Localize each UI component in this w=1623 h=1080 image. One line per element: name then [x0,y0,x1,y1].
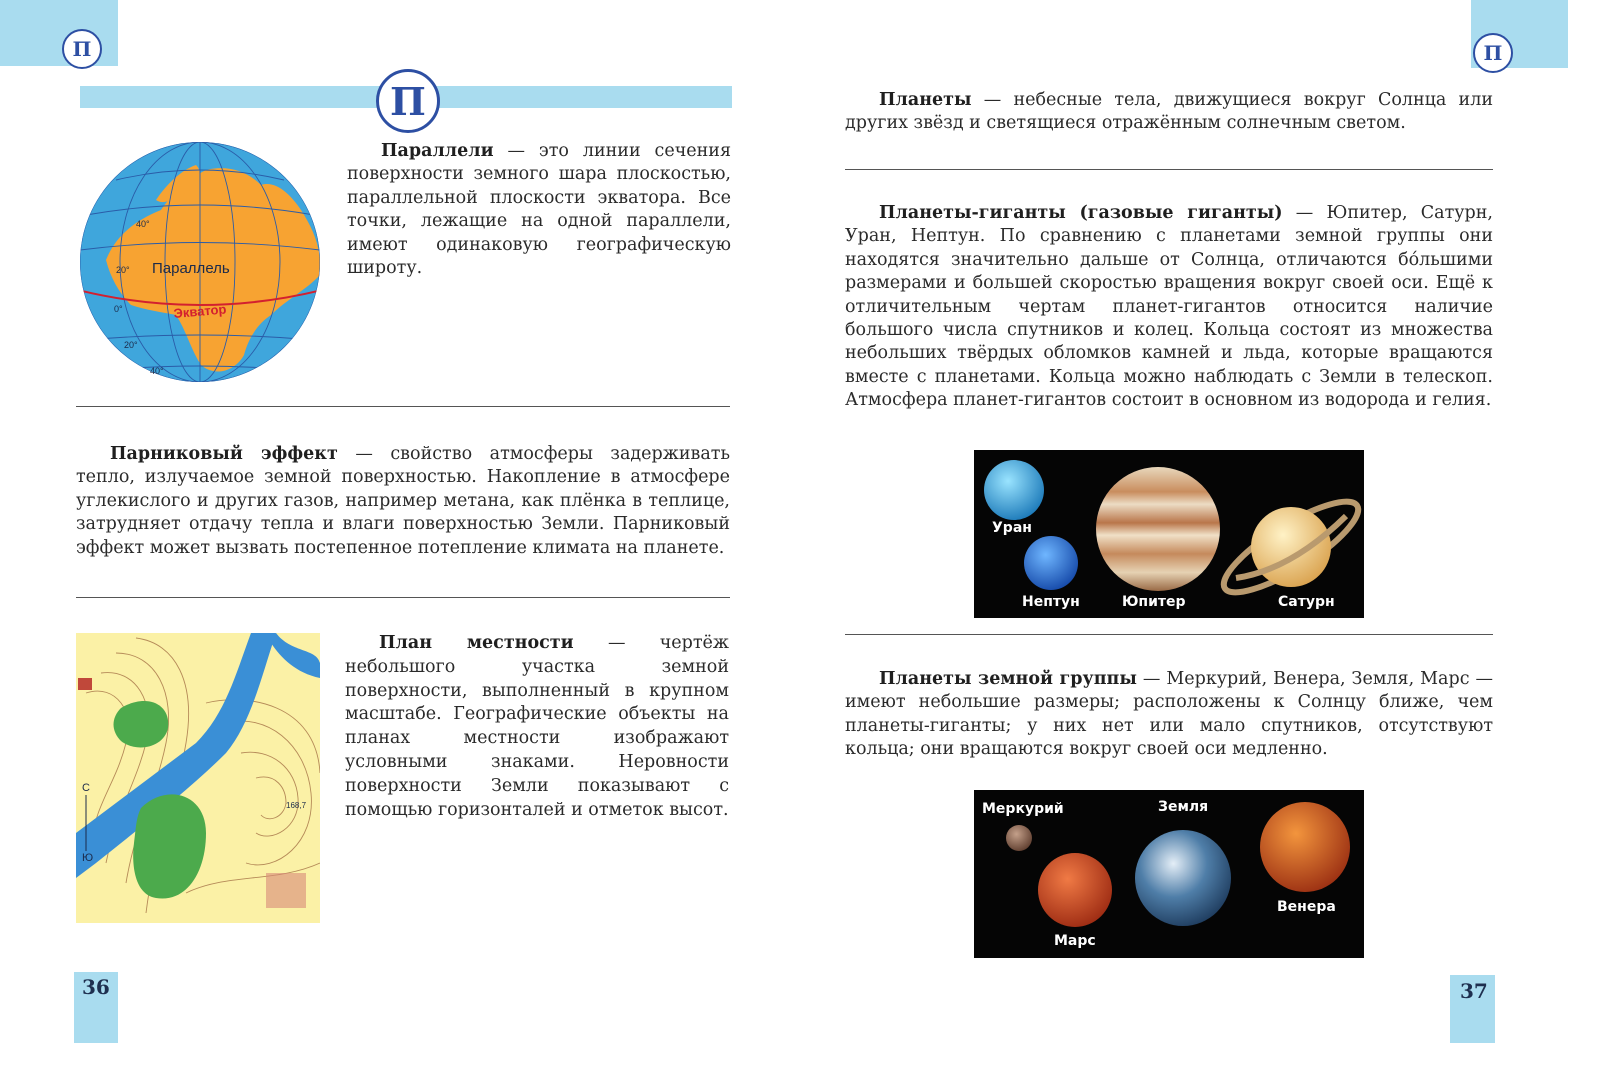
globe-label-parallel: Параллель [152,260,230,277]
terrestrial-planets-image [974,790,1364,958]
terrain-plan-term: План местности [379,633,574,653]
terrain-plan-definition [345,632,729,822]
giants-term: Планеты-гиганты (газовые гиганты) [879,203,1283,223]
parallels-definition [347,140,731,280]
globe-lat-40n: 40° [136,219,150,229]
section-letter-badge: П [376,69,440,133]
globe-lat-0: 0° [114,304,123,314]
right-corner-letter: П [1473,33,1513,73]
globe-label-equator: Экватор [172,301,227,321]
mercury-label: Меркурий [982,801,1064,817]
terrestrial-term: Планеты земной группы [879,669,1137,689]
parallels-text: — это линии сечения поверхности земного шара плоскостью, параллельной плоскости экватора. Все точки, лежащие на одной параллели, имеют одинаковую географическую широту. [347,141,731,279]
gas-giants-image [974,450,1364,618]
greenhouse-definition [76,443,730,560]
right-page-number: 37 [1460,979,1488,1003]
divider-4 [845,634,1493,635]
map-north-label: С [82,782,90,794]
planets-definition [845,89,1493,136]
jupiter-label: Юпитер [1122,594,1186,610]
parallels-term: Параллели [381,141,494,161]
globe-lat-40s: 40° [150,366,164,376]
terrestrial-definition [845,668,1493,762]
globe-lat-20s: 20° [124,340,138,350]
map-height-label: 168,7 [286,801,307,810]
left-page-number: 36 [82,975,110,999]
mars-label: Марс [1054,933,1096,949]
giants-definition [845,202,1493,413]
venus-label: Венера [1277,899,1336,915]
saturn-label: Сатурн [1278,594,1335,610]
divider-2 [76,597,730,598]
globe-illustration [76,140,326,385]
uranus-label: Уран [992,520,1032,536]
greenhouse-term: Парниковый эффект [110,444,338,464]
left-corner-letter: П [62,29,102,69]
divider-3 [845,169,1493,170]
earth-label: Земля [1158,799,1209,815]
planets-term: Планеты [879,90,972,110]
globe-lat-20n: 20° [116,265,130,275]
map-south-label: Ю [82,852,94,864]
terrain-plan-text: — чертёж небольшого участка земной поверхности, выполненный в крупном масштабе. Географические объекты на планах местности изображают условными знаками. Неровности поверхности Земли показывают с помощью горизонталей и отметок высот. [345,633,729,820]
neptune-label: Нептун [1022,594,1080,610]
giants-text: — Юпитер, Сатурн, Уран, Нептун. По сравнению с планетами земной группы они находятся значительно дальше от Солнца, отличаются бо́льшими размерами и большей скоростью вращения вокруг своей оси. Ещё к отличительным чертам планет-гигантов относится наличие большого числа спутников и колец. Кольца состоят из множества небольших твёрдых обломков камней и льда, которые вращаются вместе с планетами. Кольца можно наблюдать с Земли в телескоп. Атмосфера планет-гигантов состоит в основном из водорода и гелия. [845,203,1493,411]
greenhouse-text: — свойство атмосферы задерживать тепло, излучаемое земной поверхностью. Накопление в атмосфере углекислого и других газов, например метана, как плёнка в теплице, затрудняет отдачу тепла и влаги поверхностью Земли. Парниковый эффект может вызвать постепенное потепление климата на планете. [76,444,731,558]
divider-1 [76,406,730,407]
terrain-map-illustration [76,633,320,923]
terrestrial-text: — Меркурий, Венера, Земля, Марс — имеют небольшие размеры; расположены к Солнцу ближе, чем планеты-гиганты; у них нет или мало спутников, отсутствуют кольца; они вращаются вокруг своей оси медленно. [845,669,1493,760]
planets-text: — небесные тела, движущиеся вокруг Солнца или других звёзд и светящиеся отражённым солнечным светом. [845,90,1493,134]
